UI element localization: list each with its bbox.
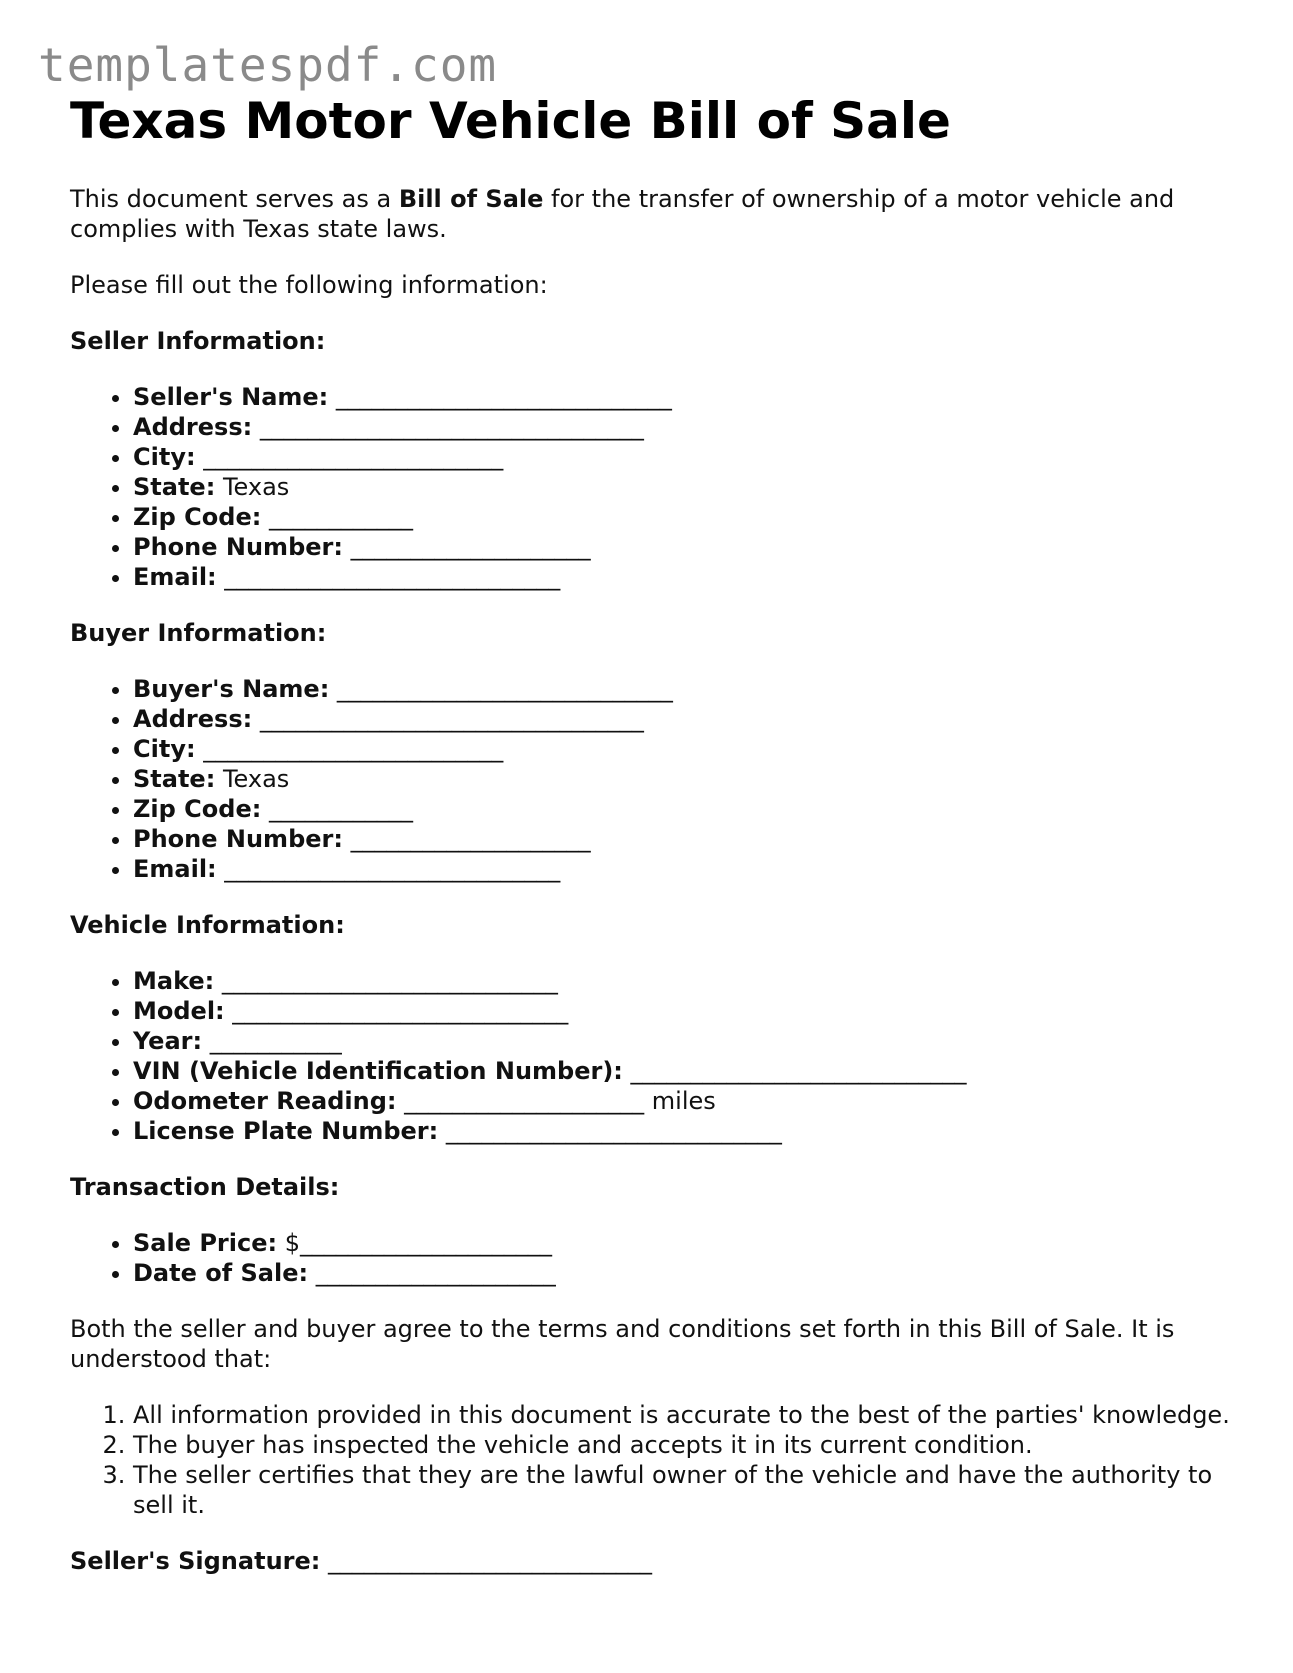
vehicle-year-field[interactable] (133, 1026, 1230, 1056)
field-label: State: (133, 473, 216, 501)
intro-text-end: for the transfer of ownership of a motor vehicle and complies with Texas state laws. (70, 185, 1175, 243)
field-label: State: (133, 765, 216, 793)
field-blank[interactable]: ____________________________ (622, 1057, 967, 1085)
buyer-state-field (133, 764, 1230, 794)
field-label: Phone Number: (133, 533, 343, 561)
field-blank[interactable]: ____________________ miles (396, 1087, 716, 1115)
vehicle-odometer-field[interactable] (133, 1086, 1230, 1116)
field-blank[interactable]: ____________________ (342, 533, 591, 561)
buyer-name-field[interactable] (133, 674, 1230, 704)
seller-address-field[interactable] (133, 412, 1230, 442)
field-blank[interactable]: ____________________________ (224, 997, 569, 1025)
buyer-field-list (70, 674, 1230, 884)
seller-zip-field[interactable] (133, 502, 1230, 532)
seller-email-field[interactable] (133, 562, 1230, 592)
document-page (70, 90, 1230, 1576)
field-blank[interactable]: ________________________________ (252, 413, 644, 441)
field-value: Texas (215, 765, 290, 793)
field-label: Sale Price: (133, 1229, 278, 1257)
field-label: Year: (133, 1027, 203, 1055)
term-item: 3. The seller certifies that they are the lawful owner of the vehicle and have the authority to sell it. (133, 1460, 1230, 1520)
field-label: Buyer's Name: (133, 675, 330, 703)
buyer-city-field[interactable] (133, 734, 1230, 764)
intro-bold-term: Bill of Sale (398, 185, 544, 213)
transaction-heading: Transaction Details: (70, 1173, 340, 1201)
field-label: Email: (133, 855, 217, 883)
field-blank[interactable]: ____________________________ (438, 1117, 782, 1145)
field-label: Odometer Reading: (133, 1087, 397, 1115)
field-blank[interactable]: ___________________________ (320, 1547, 652, 1575)
vehicle-heading: Vehicle Information: (70, 911, 345, 939)
agreement-paragraph: Both the seller and buyer agree to the terms and conditions set forth in this Bill of Sale. It is understood that: (70, 1315, 1175, 1373)
term-item: 2. The buyer has inspected the vehicle and accepts it in its current condition. (133, 1430, 1230, 1460)
seller-heading: Seller Information: (70, 327, 326, 355)
buyer-phone-field[interactable] (133, 824, 1230, 854)
field-blank[interactable]: _________________________ (195, 443, 504, 471)
vehicle-vin-field[interactable] (133, 1056, 1230, 1086)
field-blank[interactable]: ____________________________ (214, 967, 558, 995)
instruction-text: Please fill out the following information: (70, 271, 548, 299)
field-label: Email: (133, 563, 217, 591)
terms-list (70, 1400, 1230, 1520)
field-label: Address: (133, 413, 253, 441)
field-blank[interactable]: ____________________ (342, 825, 591, 853)
buyer-zip-field[interactable] (133, 794, 1230, 824)
field-label: Zip Code: (133, 795, 262, 823)
term-item: 1. All information provided in this document is accurate to the best of the parties' knowledge. (133, 1400, 1230, 1430)
field-value: Texas (215, 473, 290, 501)
field-label: Model: (133, 997, 225, 1025)
field-blank[interactable]: ____________________________ (216, 563, 561, 591)
buyer-email-field[interactable] (133, 854, 1230, 884)
intro-paragraph (70, 184, 1230, 244)
vehicle-model-field[interactable] (133, 996, 1230, 1026)
field-label: Address: (133, 705, 253, 733)
sale-date-field[interactable] (133, 1258, 1230, 1288)
field-blank[interactable]: ___________ (202, 1027, 342, 1055)
document-title: Texas Motor Vehicle Bill of Sale (70, 92, 951, 150)
buyer-address-field[interactable] (133, 704, 1230, 734)
seller-signature-field[interactable] (70, 1546, 1230, 1576)
sale-price-field[interactable] (133, 1228, 1230, 1258)
seller-state-field (133, 472, 1230, 502)
buyer-heading: Buyer Information: (70, 619, 327, 647)
seller-phone-field[interactable] (133, 532, 1230, 562)
seller-city-field[interactable] (133, 442, 1230, 472)
field-label: Make: (133, 967, 215, 995)
vehicle-field-list (70, 966, 1230, 1146)
field-blank[interactable]: ____________ (261, 503, 413, 531)
intro-text-start: This document serves as a (70, 185, 399, 213)
watermark-text: templatespdf.com (38, 38, 498, 92)
seller-name-field[interactable] (133, 382, 1230, 412)
field-blank[interactable]: $_____________________ (277, 1229, 552, 1257)
field-label: Date of Sale: (133, 1259, 309, 1287)
field-blank[interactable]: ____________________ (308, 1259, 556, 1287)
field-blank[interactable]: _________________________ (195, 735, 504, 763)
seller-field-list (70, 382, 1230, 592)
vehicle-plate-field[interactable] (133, 1116, 1230, 1146)
field-label: Seller's Name: (133, 383, 329, 411)
vehicle-make-field[interactable] (133, 966, 1230, 996)
field-label: City: (133, 443, 196, 471)
field-label: Phone Number: (133, 825, 343, 853)
field-label: VIN (Vehicle Identification Number): (133, 1057, 623, 1085)
field-label: Seller's Signature: (70, 1547, 321, 1575)
field-blank[interactable]: ____________________________ (329, 675, 673, 703)
field-label: City: (133, 735, 196, 763)
field-blank[interactable]: ________________________________ (252, 705, 644, 733)
field-blank[interactable]: ____________________________ (328, 383, 672, 411)
field-blank[interactable]: ____________________________ (216, 855, 561, 883)
field-label: Zip Code: (133, 503, 262, 531)
transaction-field-list (70, 1228, 1230, 1288)
field-blank[interactable]: ____________ (261, 795, 413, 823)
field-label: License Plate Number: (133, 1117, 439, 1145)
